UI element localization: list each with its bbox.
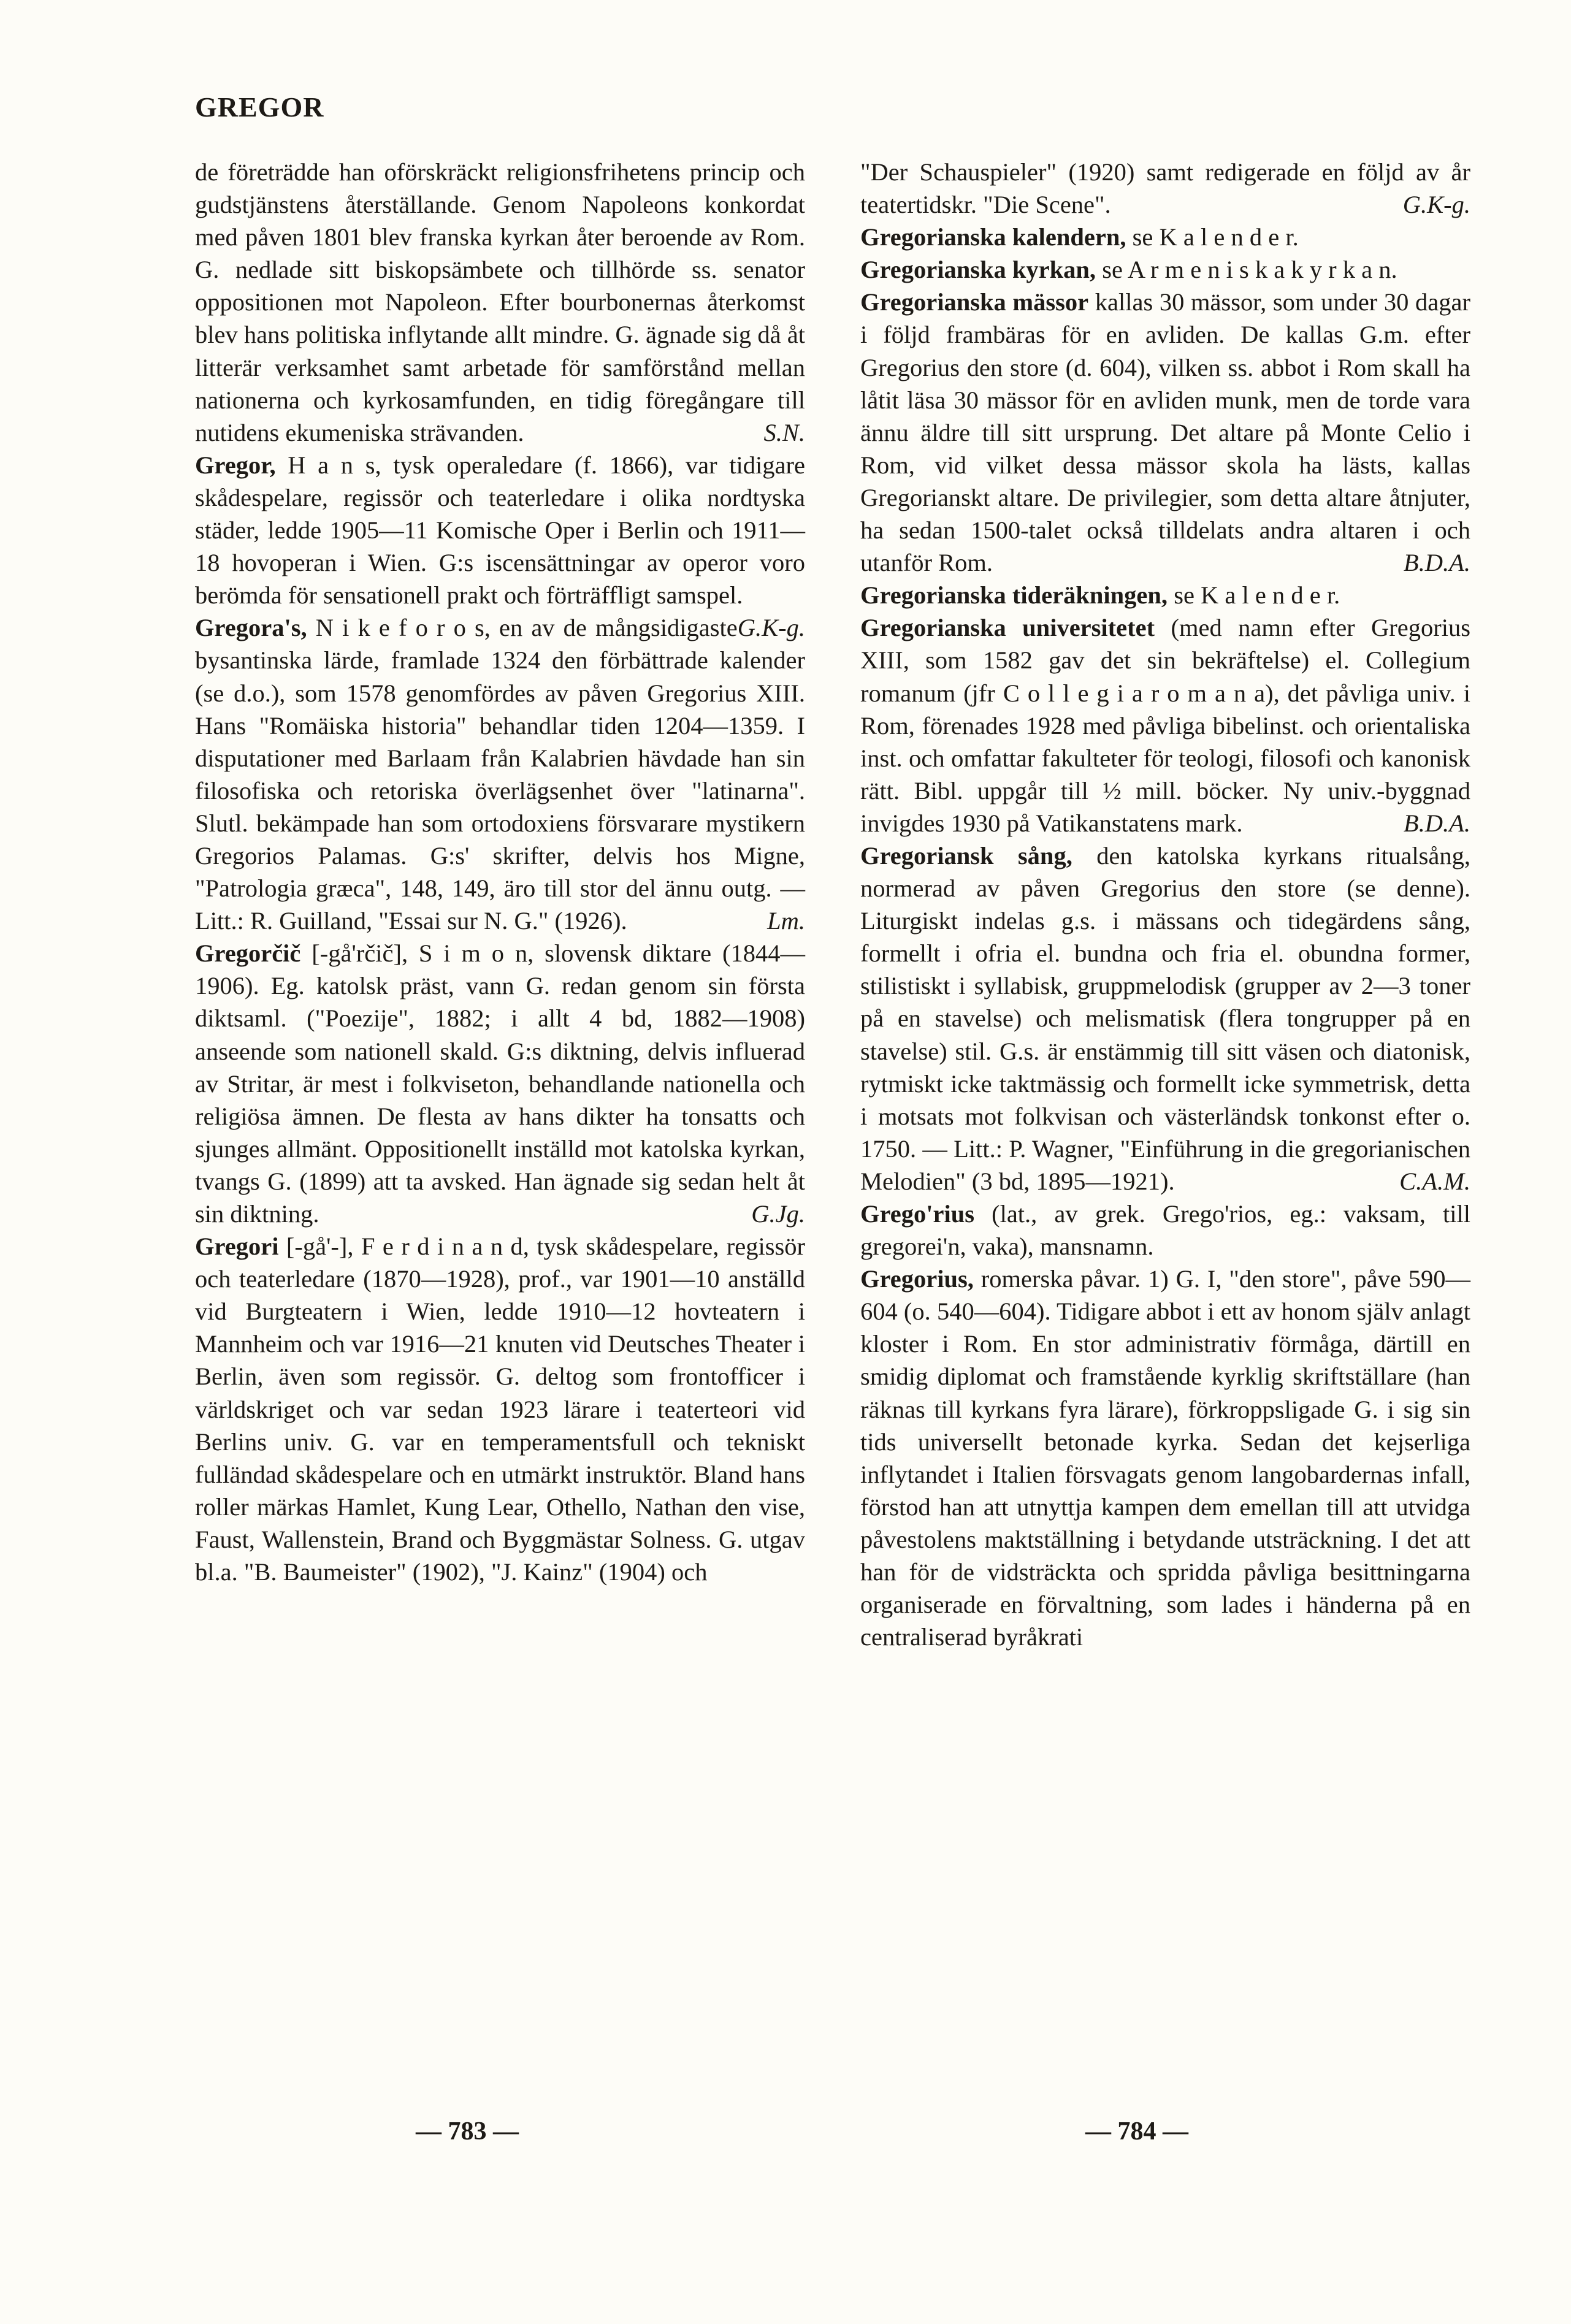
entry-lemma: Gregoriansk sång, bbox=[860, 841, 1072, 870]
entry bbox=[195, 937, 805, 1230]
entry bbox=[195, 1230, 805, 1588]
right-column bbox=[860, 156, 1470, 1653]
page-number-right: — 784 — bbox=[1085, 2117, 1188, 2146]
entry-text: (med namn efter Gregorius XIII, som 1582 gav det sin bekräftelse) el. Collegium romanum (jfr C o l l e g i a r o m a n a), det påvliga univ. i Rom, förenades 1928 med påvliga bibelinst. och orientaliska inst. och omfattar fakulteter för teologi, filosofi och kanonisk rätt. Bibl. uppgår till ½ mill. böcker. Ny univ.-byggnad invigdes 1930 på Vatikanstatens mark. bbox=[860, 614, 1471, 837]
entry bbox=[860, 253, 1470, 286]
entry bbox=[860, 611, 1470, 839]
entry-lemma: Gregori bbox=[195, 1233, 279, 1261]
entry-lemma: Gregorius, bbox=[860, 1265, 974, 1293]
entry-text: H a n s, tysk operaledare (f. 1866), var tidigare skådespelare, regissör och teaterledare i olika nordtyska städer, ledde 1905—11 Komische Oper i Berlin och 1911—18 hovoperan i Wien. G:s iscensättningar av operor voro berömda för sensationell prakt och förträffligt samspel. bbox=[195, 451, 805, 610]
entry-lemma: Gregor, bbox=[195, 451, 276, 479]
entry bbox=[195, 611, 805, 937]
author-signature: Lm. bbox=[767, 907, 805, 935]
left-column bbox=[195, 156, 805, 1588]
entry-lemma: Gregorčič bbox=[195, 939, 301, 968]
author-signature: G.K-g. bbox=[737, 614, 805, 642]
entry-text: se A r m e n i s k a k y r k a n. bbox=[1102, 256, 1397, 284]
entry bbox=[860, 1263, 1470, 1653]
entry-lemma: Gregorianska kalendern, bbox=[860, 223, 1126, 251]
entry-text: [-gå'-], F e r d i n a n d, tysk skådespelare, regissör och teaterledare (1870—1928), prof., var 1901—10 anställd vid Burgteatern i Wien, ledde 1910—12 hovteatern i Mannheim och var 1916—21 knuten vid Deutsches Theater i Berlin, även som regissör. G. deltog som frontofficer i världskriget och var sedan 1923 lärare i teaterteori vid Berlins univ. G. var en temperamentsfull och tekniskt fulländad skådespelare och en utmärkt instruktör. Bland hans roller märkas Hamlet, Kung Lear, Othello, Nathan den vise, Faust, Wallenstein, Brand och Byggmästar Solness. G. utgav bl.a. "B. Baumeister" (1902), "J. Kainz" (1904) och bbox=[195, 1233, 806, 1586]
entry-lemma: Gregorianska mässor bbox=[860, 288, 1089, 316]
entry bbox=[860, 156, 1470, 221]
entry-lemma: Gregorianska kyrkan, bbox=[860, 256, 1096, 284]
entry-lemma: Gregorianska tideräkningen, bbox=[860, 581, 1168, 610]
entry-text: de företrädde han oförskräckt religionsfrihetens princip och gudstjänstens återställande. Genom Napoleons konkordat med påven 1801 blev franska kyrkan åter beroende av Rom. G. nedlade sitt biskopsämbete och tillhörde ss. senator oppositionen mot Napoleon. Efter bourbonernas återkomst blev hans politiska inflytande allt mindre. G. ägnade sig då åt litterär verksamhet samt arbetade för samförstånd mellan nationerna och kyrkosamfunden, en tidig föregångare till nutidens ekumeniska strävanden. bbox=[195, 158, 805, 446]
entry-text: romerska påvar. 1) G. I, "den store", påve 590—604 (o. 540—604). Tidigare abbot i ett av honom själv anlagt kloster i Rom. En stor administrativ förmåga, därtill en smidig diplomat och framstående kyrklig skriftställare (han räknas till kyrkans fyra lärare), förkroppsligade G. i sig sin tids universellt betonade kyrka. Sedan det kejserliga inflytandet i Italien försvagats genom langobardernas infall, förstod han att utnyttja kampen dem emellan till att utvidga påvestolens maktställning i betydande utsträckning. I det att han för de vidsträckta och spridda påvliga besittningarna organiserade en förvaltning, som lades i händerna på en centraliserad byråkrati bbox=[860, 1265, 1470, 1651]
entry-text: se K a l e n d e r. bbox=[1132, 223, 1299, 251]
entry-lemma: Gregora's, bbox=[195, 614, 307, 642]
author-signature: B.D.A. bbox=[1403, 549, 1470, 577]
running-head: GREGOR bbox=[195, 91, 324, 123]
author-signature: G.Jg. bbox=[751, 1200, 805, 1228]
author-signature: S.N. bbox=[763, 418, 805, 446]
page-number-left: — 783 — bbox=[416, 2117, 519, 2146]
entry-text: kallas 30 mässor, som under 30 dagar i följd frambäras för en avliden. De kallas G.m. efter Gregorius den store (d. 604), vilken ss. abbot i Rom skall ha låtit läsa 30 mässor för en avliden munk, men de torde vara ännu äldre till sitt ursprung. Det altare på Monte Celio i Rom, vid vilket dessa mässor skola ha lästs, kallas Gregorianskt altare. De privilegier, som detta altare åtnjuter, ha sedan 1500-talet också tilldelats andra altaren i och utanför Rom. bbox=[860, 288, 1470, 577]
entry-text: [-gå'rčič], S i m o n, slovensk diktare (1844—1906). Eg. katolsk präst, vann G. redan genom sin första diktsaml. ("Poezije", 1882; i allt 4 bd, 1882—1908) anseende som nationell skald. G:s diktning, delvis influerad av Stritar, är mest i folkviseton, behandlande nationella och religiösa ämnen. De flesta av hans dikter ha tonsatts och sjunges allmänt. Oppositionellt inställd mot katolska kyrkan, tvangs G. (1899) att ta avsked. Han ägnade sig sedan helt åt sin diktning. bbox=[195, 939, 805, 1228]
entry bbox=[860, 579, 1470, 611]
entry bbox=[860, 286, 1470, 579]
entry-lemma: Gregorianska universitetet bbox=[860, 614, 1155, 642]
entry bbox=[860, 1198, 1470, 1263]
author-signature: C.A.M. bbox=[1399, 1167, 1470, 1195]
entry bbox=[195, 156, 805, 449]
entry bbox=[860, 221, 1470, 253]
entry-text: "Der Schauspieler" (1920) samt redigerade en följd av år teatertidskr. "Die Scene". bbox=[860, 158, 1470, 219]
entry-lemma: Grego'rius bbox=[860, 1200, 974, 1228]
entry-text: se K a l e n d e r. bbox=[1174, 581, 1340, 610]
entry bbox=[860, 839, 1470, 1198]
entry-text: den katolska kyrkans ritualsång, normerad av påven Gregorius den store (se denne). Liturgiskt indelas g.s. i mässans och tidegärdens sång, formellt i ofria el. bundna och fria el. obundna former, stilistiskt i syllabisk, gruppmelodisk (grupper av 2—3 toner på en stavelse) och melismatisk (flera tongrupper på en stavelse) stil. G.s. är enstämmig till sitt väsen och diatonisk, rytmiskt icke taktmässig och formellt icke symmetrisk, detta i motsats mot folkvisan och västerländsk tonkonst efter o. 1750. — Litt.: P. Wagner, "Einführung in die gregorianischen Melodien" (3 bd, 1895—1921). bbox=[860, 841, 1471, 1195]
entry-text: N i k e f o r o s, en av de mångsidigaste bysantinska lärde, framlade 1324 den förbättrade kalender (se d.o.), som 1578 genomfördes av påven Gregorius XIII. Hans "Romäiska historia" behandlar tiden 1204—1359. I disputationer med Barlaam från Kalabrien hävdade han sin filosofiska och retoriska överlägsenhet över "latinarna". Slutl. bekämpade han som ortodoxiens försvarare mystikern Gregorios Palamas. G:s' skrifter, delvis hos Migne, "Patrologia græca", 148, 149, äro till stor del ännu outg. — Litt.: R. Guilland, "Essai sur N. G." (1926). bbox=[195, 614, 805, 935]
author-signature: G.K-g. bbox=[1402, 191, 1470, 219]
author-signature: B.D.A. bbox=[1403, 809, 1470, 837]
entry-text: (lat., av grek. Grego'rios, eg.: vaksam, till gregorei'n, vaka), mansnamn. bbox=[860, 1200, 1470, 1261]
